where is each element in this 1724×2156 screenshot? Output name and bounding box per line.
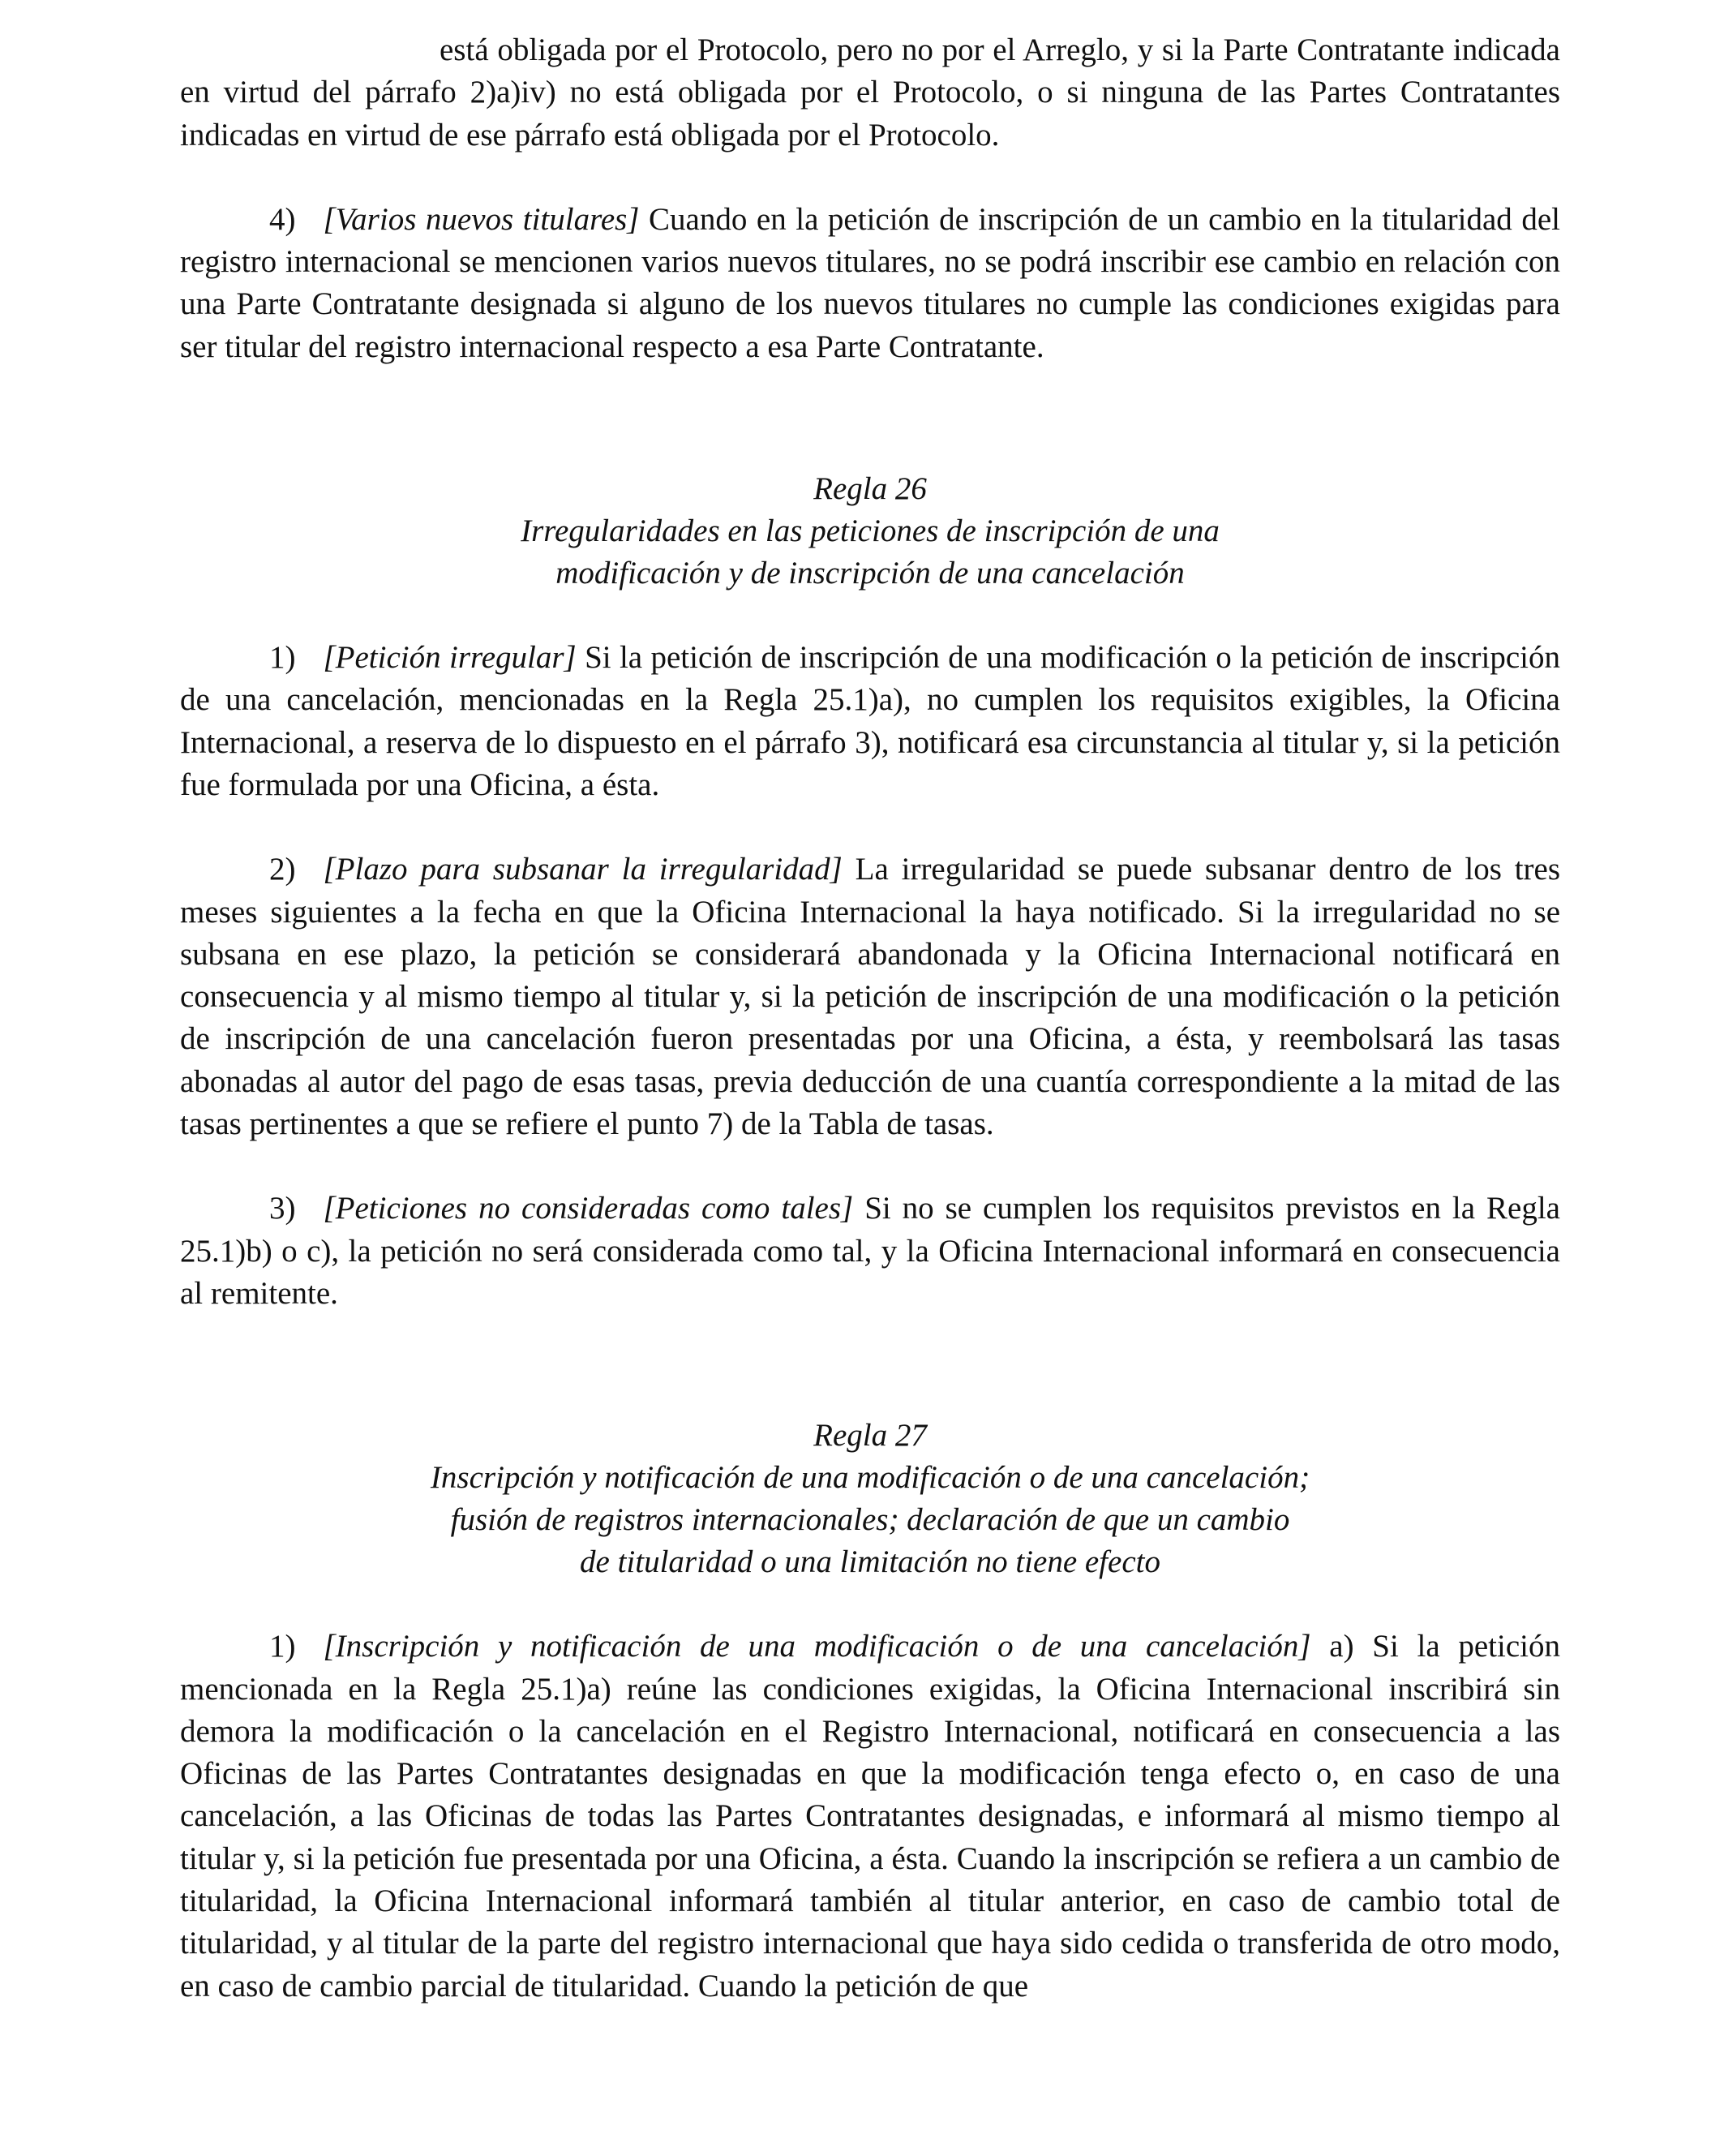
paragraph-heading: [Varios nuevos titulares] (323, 201, 640, 237)
rule-26-paragraph-3 (180, 1188, 1560, 1315)
paragraph-number: 2) (269, 852, 296, 887)
paragraph-heading: [Petición irregular] (323, 640, 577, 676)
rule-26-heading (180, 468, 1560, 595)
paragraph-text: a) Si la petición mencionada en la Regla 25.1)a) reúne las condiciones exigidas, la Oficina Internacional inscribirá sin demora la modificación o la cancelación en el Registro Internacional, notificará en consecuencia a las Oficinas de las Partes Contratantes designadas en que la modificación tenga efecto o, en caso de una cancelación, a las Oficinas de todas las Partes Contratantes designadas, e informará al mismo tiempo al titular y, si la petición fue presentada por una Oficina, a ésta. Cuando la inscripción se refiera a un cambio de titularidad, la Oficina Internacional informará también al titular anterior, en caso de cambio total de titularidad, y al titular de la parte del registro internacional que haya sido cedida o transferida de otro modo, en caso de cambio parcial de titularidad. Cuando la petición de que (180, 1629, 1560, 2004)
paragraph-number: 1) (269, 1629, 296, 1664)
rule-subtitle-line: fusión de registros internacionales; declaración de que un cambio (450, 1502, 1290, 1538)
paragraph-text: La irregularidad se puede subsanar dentro de los tres meses siguientes a la fecha en que la Oficina Internacional la haya notificado. Si la irregularidad no se subsana en ese plazo, la petición se considerará abandonada y la Oficina Internacional notificará en consecuencia y al mismo tiempo al titular y, si la petición de inscripción de una modificación o la petición de inscripción de una cancelación fueron presentadas por una Oficina, a ésta, y reembolsará las tasas abonadas al autor del pago de esas tasas, previa deducción de una cuantía correspondiente a la mitad de las tasas pertinentes a que se refiere el punto 7) de la Tabla de tasas. (180, 852, 1560, 1142)
rule-title: Regla 26 (813, 471, 927, 507)
paragraph-number: 4) (269, 201, 296, 237)
paragraph-text: Cuando en la petición de inscripción de un cambio en la titularidad del registro internacional se mencionen varios nuevos titulares, no se podrá inscribir ese cambio en relación con una Parte Contratante designada si alguno de los nuevos titulares no cumple las condiciones exigidas para ser titular del registro internacional respecto a esa Parte Contratante. (180, 201, 1560, 364)
paragraph-text: Si la petición de inscripción de una modificación o la petición de inscripción de una cancelación, mencionadas en la Regla 25.1)a), no cumplen los requisitos exigibles, la Oficina Internacional, a reserva de lo dispuesto en el párrafo 3), notificará esa circunstancia al titular y, si la petición fue formulada por una Oficina, a ésta. (180, 640, 1560, 802)
paragraph-heading: [Peticiones no consideradas como tales] (323, 1191, 854, 1226)
paragraph-heading: [Plazo para subsanar la irregularidad] (323, 852, 843, 887)
rule-subtitle-line: de titularidad o una limitación no tiene efecto (580, 1544, 1160, 1580)
rule-26-paragraph-1 (180, 637, 1560, 806)
document-page (180, 29, 1560, 2008)
rule-27-paragraph-1 (180, 1626, 1560, 2008)
continuation-paragraph: está obligada por el Protocolo, pero no por el Arreglo, y si la Parte Contratante indicada en virtud del párrafo 2)a)iv) no está obligada por el Protocolo, o si ninguna de las Partes Contratantes indicadas en virtud de ese párrafo está obligada por el Protocolo. (180, 32, 1560, 152)
paragraph-text: Si no se cumplen los requisitos previstos en la Regla 25.1)b) o c), la petición no será considerada como tal, y la Oficina Internacional informará en consecuencia al remitente. (180, 1191, 1560, 1311)
paragraph-heading: [Inscripción y notificación de una modificación o de una cancelación] (323, 1629, 1311, 1664)
rule-27-heading (180, 1415, 1560, 1583)
rule-subtitle-line: Inscripción y notificación de una modificación o de una cancelación; (430, 1460, 1310, 1496)
paragraph-4 (180, 199, 1560, 368)
paragraph-number: 1) (269, 640, 296, 676)
paragraph-number: 3) (269, 1191, 296, 1226)
rule-subtitle-line: modificación y de inscripción de una cancelación (555, 556, 1185, 591)
rule-26-paragraph-2 (180, 848, 1560, 1145)
rule-subtitle-line: Irregularidades en las peticiones de inscripción de una (521, 513, 1220, 549)
rule-title: Regla 27 (813, 1418, 927, 1454)
